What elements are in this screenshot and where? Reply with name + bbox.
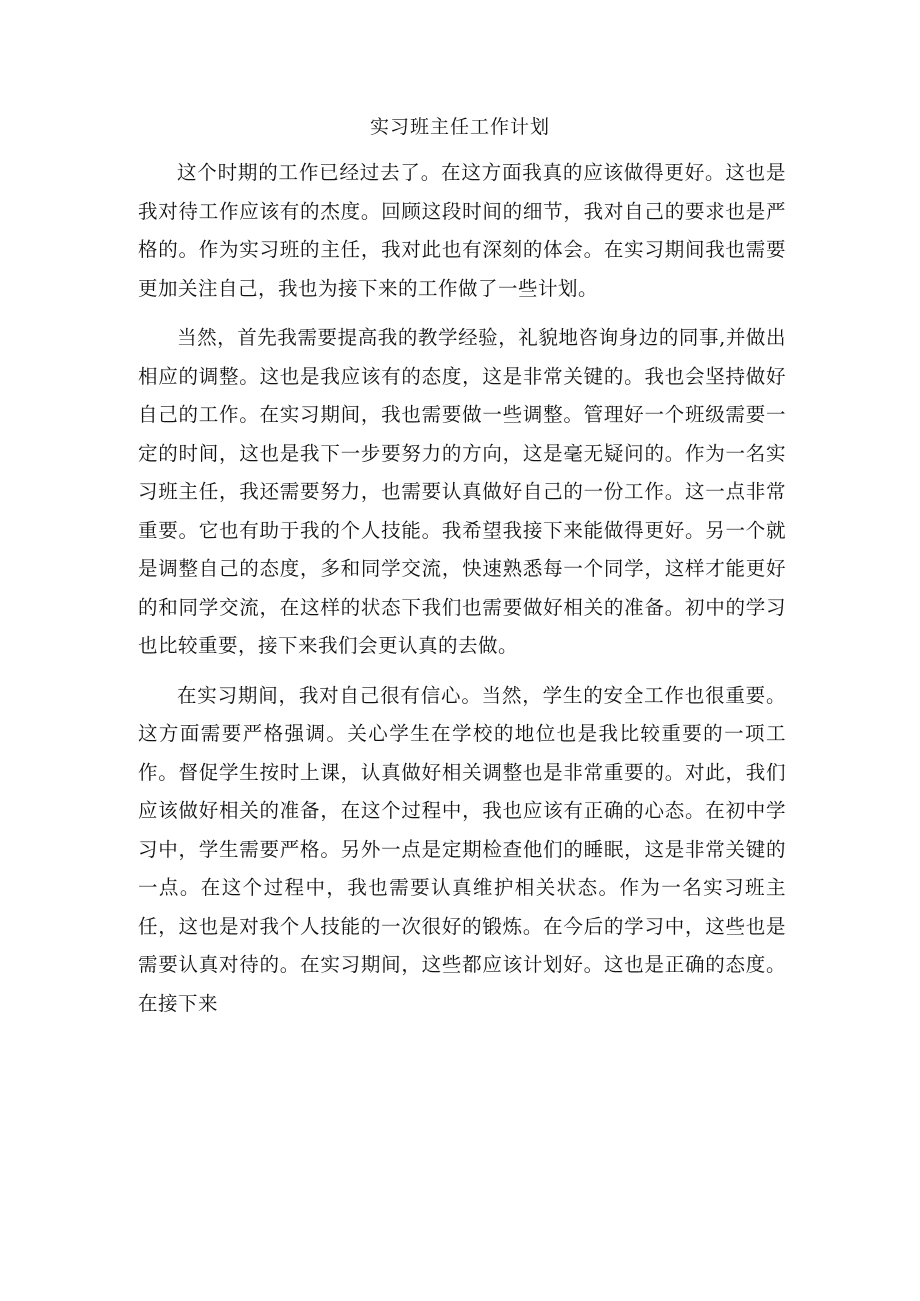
paragraph-3: 在实习期间，我对自己很有信心。当然，学生的安全工作也很重要。这方面需要严格强调。关心学生在学校的地位也是我比较重要的一项工作。督促学生按时上课，认真做好相关调整也是非常重要的。对此，我们应该做好相关的准备，在这个过程中，我也应该有正确的心态。在初中学习中，学生需要严格。另外一点是定期检查他们的睡眠，这是非常关键的一点。在这个过程中，我也需要认真维护相关状态。作为一名实习班主任，这也是对我个人技能的一次很好的锻炼。在今后的学习中，这些也是需要认真对待的。在实习期间，这些都应该计划好。这也是正确的态度。在接下来 (138, 683, 786, 1015)
document-title: 实习班主任工作计划 (369, 116, 550, 138)
paragraph-1: 这个时期的工作已经过去了。在这方面我真的应该做得更好。这也是我对待工作应该有的杰度。回顾这段时间的细节，我对自己的要求也是严格的。作为实习班的主任，我对此也有深刻的体会。在实习期间我也需要更加关注自己，我也为接下来的工作做了一些计划。 (138, 161, 786, 300)
paragraph-2: 当然，首先我需要提高我的教学经验，礼貌地咨询身边的同事,并做出相应的调整。这也是我应该有的态度，这是非常关键的。我也会坚持做好自己的工作。在实习期间，我也需要做一些调整。管理好一个班级需要一定的时间，这也是我下一步要努力的方向，这是毫无疑问的。作为一名实习班主任，我还需要努力，也需要认真做好自己的一份工作。这一点非常重要。它也有助于我的个人技能。我希望我接下来能做得更好。另一个就是调整自己的态度，多和同学交流，快速熟悉每一个同学，这样才能更好的和同学交流，在这样的状态下我们也需要做好相关的准备。初中的学习也比较重要，接下来我们会更认真的去做。 (138, 326, 786, 657)
document-body (138, 154, 786, 1023)
